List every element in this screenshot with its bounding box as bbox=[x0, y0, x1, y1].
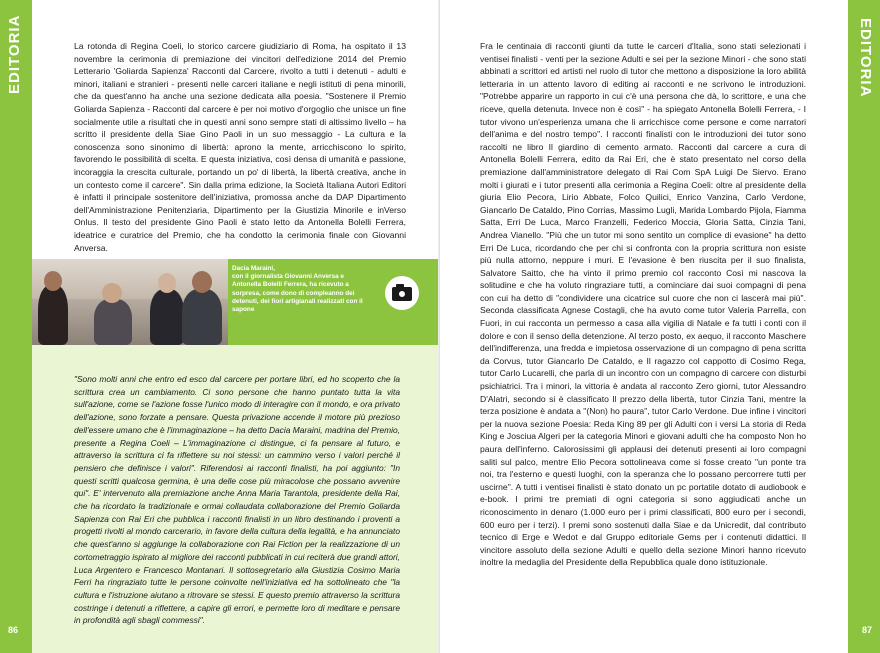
photo-person-3 bbox=[150, 289, 184, 345]
photo-caption-body: con il giornalista Giovanni Anversa e Antonella Bolelli Ferrera, ha ricevuto a sorpresa, come dono di compleanno dei detenuti, dei fiori artigianali realizzati con il sapone bbox=[232, 273, 363, 314]
section-label-left-text: EDITORIA bbox=[6, 14, 23, 94]
right-article-body bbox=[480, 40, 806, 569]
section-label-left bbox=[0, 16, 32, 136]
photo-person-4-head bbox=[192, 271, 212, 293]
camera-icon bbox=[385, 276, 419, 310]
photo-person-1-head bbox=[44, 271, 62, 291]
camera-icon-lens bbox=[397, 289, 407, 299]
section-label-right-text: EDITORIA bbox=[857, 18, 874, 98]
photo-person-2-head bbox=[102, 283, 122, 303]
ceremony-photo bbox=[32, 259, 228, 345]
photo-person-2 bbox=[94, 299, 132, 345]
left-side-tab bbox=[0, 0, 32, 653]
photo-caption-title: Dacia Maraini, bbox=[232, 265, 275, 272]
page-number-right: 87 bbox=[861, 625, 872, 635]
quote-box-text: "Sono molti anni che entro ed esco dal carcere per portare libri, ed ho scoperto che la scrittura crea un cambiamento. Ci sono persone che hanno puntato tutta la vita sull'azione, come se l'azione fosse l'unico modo di interagire con il mondo, e ora privato dell'azione, sono forzate a pensare. Questa privazione accende il motore più prezioso dell'essere umano che è l'immaginazione – ha detto Dacia Maraini, madrina del Premio, presente a Regina Coeli – L'immaginazione ci distingue, ci fa pensare al futuro, e attraverso la scrittura ci fa riflettere su noi stessi: un cammino verso i valori perché il pensiero che definisce i valori". Riferendosi ai racconti finalisti, ha poi aggiunto: "In questi scritti qualcosa germina, è una delle cose più miracolose che possano avvenire qui". E' intervenuto alla premiazione anche Anna Maria Tarantola, presidente della Rai, che ha ricordato la tradizionale e ormai collaudata collaborazione del Premio Goliarda Sapienza con Rai Eri che pubblica i racconti finalisti in un libro destinando i proventi a progetti rivolti al mondo carcerario, in favore della cultura della legalità, e ha annunciato che quest'anno si aggiunge la collaborazione con Rai Fiction per la realizzazione di un cortometraggio ispirato al migliore dei racconti pubblicati in cui reciterà due grandi attori, Luca Argentero e Francesco Montanari. Il sottosegretario alla Giustizia Cosimo Maria Ferri ha ringraziato tutte le persone coinvolte nell'iniziativa ed ha sottolineato che "la cultura e l'istruzione aiutano a ritrovare se stessi. E questo premio attraverso la scrittura costringe i detenuti a riflettere, a capire gli errori, e permette loro di meditare e pensare in profondità agli sbagli commessi". bbox=[74, 374, 400, 626]
page-number-left: 86 bbox=[8, 625, 19, 635]
left-article-body bbox=[74, 40, 406, 254]
section-label-right bbox=[848, 16, 880, 136]
right-side-tab bbox=[848, 0, 880, 653]
photo-person-3-head bbox=[158, 273, 176, 293]
photo-caption bbox=[232, 265, 372, 314]
right-article-paragraph: Fra le centinaia di racconti giunti da tutte le carceri d'Italia, sono stati selezionati i ventisei finalisti - venti per la sezione Adulti e sei per la sezione Minori - che sono stati abbinati a scrittori ed artisti nel ruolo di tutor che mettono a disposizione la loro abilità letteraria in un attento lavoro di editing ai racconti e ne scrivono le introduzioni. "Potrebbe apparire un rapporto in cui c'è una persona che dà, lo scrittore, e una che riceve, quella detenuta. Invece non è così" - ha spiegato Antonella Bolelli Ferrera, - I tutor vivono un'esperienza umana che li arricchisce come persone e come narratori dell'anima e del nostro tempo". I racconti finalisti con le introduzioni dei tutor sono raccolti ne libro Il giardino di cemento armato. Racconti dal carcere a cura di Antonella Bolelli Ferrera, edito da Rai Eri, che è stato presentato nel corso della premiazione dall'amministratore delegato di Rai Com SpA Luigi De Siervo. Erano molti i giurati e i tutor presenti alla cerimonia a Regina Coeli: oltre al presidente della giuria Elio Pecora, Lirio Abbate, Folco Quilici, Enrico Vanzina, Carlo Verdone, Giancarlo De Cataldo, Pino Corrias, Massimo Lugli, Marida Lombardo Pijola, Fiamma Satta, Erri De Luca, Marco Franzelli, Federico Moccia, Gloria Satta, Cinzia Tani, Andrea Vianello. "Più che un tutor mi sono sentito un complice di evasione" ha detto Erri De Luca, ricordando che per chi si confronta con la propria scrittura non esiste più nulla attorno, neppure i muri. E l'evasione è ben riuscita per il suo finalista, Salvatore Saitto, che ha vinto il primo premio col racconto Così mi nascova la solitudine e che ha voluto ringraziare tutti, a cominciare dai suoi compagni di pena con cui ha detto di "condividere una cicatrice sul cuore che non ci lascerà mai più". Seconda classificata Agnese Costagli, che ha avuto come tutor Valeria Parrella, con Fuori, in cui racconta un permesso a casa alla vigilia di Natale e fa tutti i conti con il dolore e con il senso della detenzione. Al terzo posto, ex aequo, il racconto Maschere dell'indifferenza, una fredda e impietosa osservazione di un compagno di pena scritta da Corvus, tutor Giancarlo De Cataldo, e Il ragazzo col cappotto di Cosimo Rega, tutor Carlo Lucarelli, che parla di un incontro con un compagno di carcere con disturbi psichiatrici. Tra i minori, la vittoria è andata al racconto Zero giorni, tutor Alessandro D'Alatri, secondo si è classificato Il prezzo della libertà, tutor Cinzia Tani, mentre la terza posizione è andata a "(Non) ho paura", tutor Carlo Verdone. Due infine i vincitori per la nuova sezione Poesia: Reda King 89 per gli Adulti con i versi La storia di Reda King e Josciua Algeri per la categoria Minori e giovani adulti che ha composto Non ho paura dell'inferno. Calorosissimi gli applausi dei detenuti presenti ai loro compagni saliti sul palco, mentre Elio Pecora sottolineava come si fosse creato "un ponte tra noi, tra l'esterno e questi luoghi, con la speranza che lo possano percorrere tutti per uscirne". A tutti i ventisei finalisti è stato donato un pc portatile dotato di audiobook e e-book. I primi tre premiati di ogni categoria si sono aggiudicati anche un riconoscimento in denaro (1.000 euro per i primi classificati, 800 euro per i secondi, 600 euro per i terzi). I premi sono sostenuti dalla Siae e da Unicredit, dal contributo tecnico di Erge e Wedot e dal Gruppo editoriale Gems per i contenuti didattici. Il vincitore assoluto della sezione Adulti e quello della sezione Minori hanno ricevuto inoltre la medaglia del Presidente della Repubblica quale dono istituzionale. bbox=[480, 41, 806, 568]
left-article-paragraph: La rotonda di Regina Coeli, lo storico carcere giudiziario di Roma, ha ospitato il 13 novembre la cerimonia di premiazione dei vincitori dell'edizione 2014 del Premio Letterario 'Goliarda Sapienza' Racconti dal Carcere, rivolto a tutti i detenuti - adulti e minori, italiani e stranieri - presenti nelle carceri italiane e negli istituti di pena minorili, che da quest'anno ha anche una sezione dedicata alla poesia. "Sostenere il Premio Goliarda Sapienza - Racconti dal carcere è per noi motivo d'orgoglio che unisce un fine socialmente utile a risultati che in questi anni sono sempre stati di altissimo livello – ha scritto il presidente della Siae Gino Paoli in un suo messaggio - La cultura e la conoscenza sono sinonimo di libertà: aprono la mente, arricchiscono lo spirito, favorendo le possibilità di scelta. E questa iniziativa, così densa di umanità e passione, incoraggia la crescita culturale, portando un po' di libertà, la libertà creativa, anche in un contesto come il carcere". Sin dalla prima edizione, la Società Italiana Autori Editori è infatti il principale sostenitore dell'iniziativa, promossa anche da DAP Dipartimento dell'Amministrazione Penitenziaria, Dipartimento per la Giustizia Minorile e inVerso Onlus. Il testo del presidente Gino Paoli è stato letto da Antonella Bolelli Ferrera, ideatrice e curatrice del Premio, che ha condotto la cerimonia finale con Giovanni Anversa. bbox=[74, 41, 406, 253]
photo-person-1 bbox=[38, 285, 68, 345]
photo-person-4 bbox=[182, 289, 222, 345]
